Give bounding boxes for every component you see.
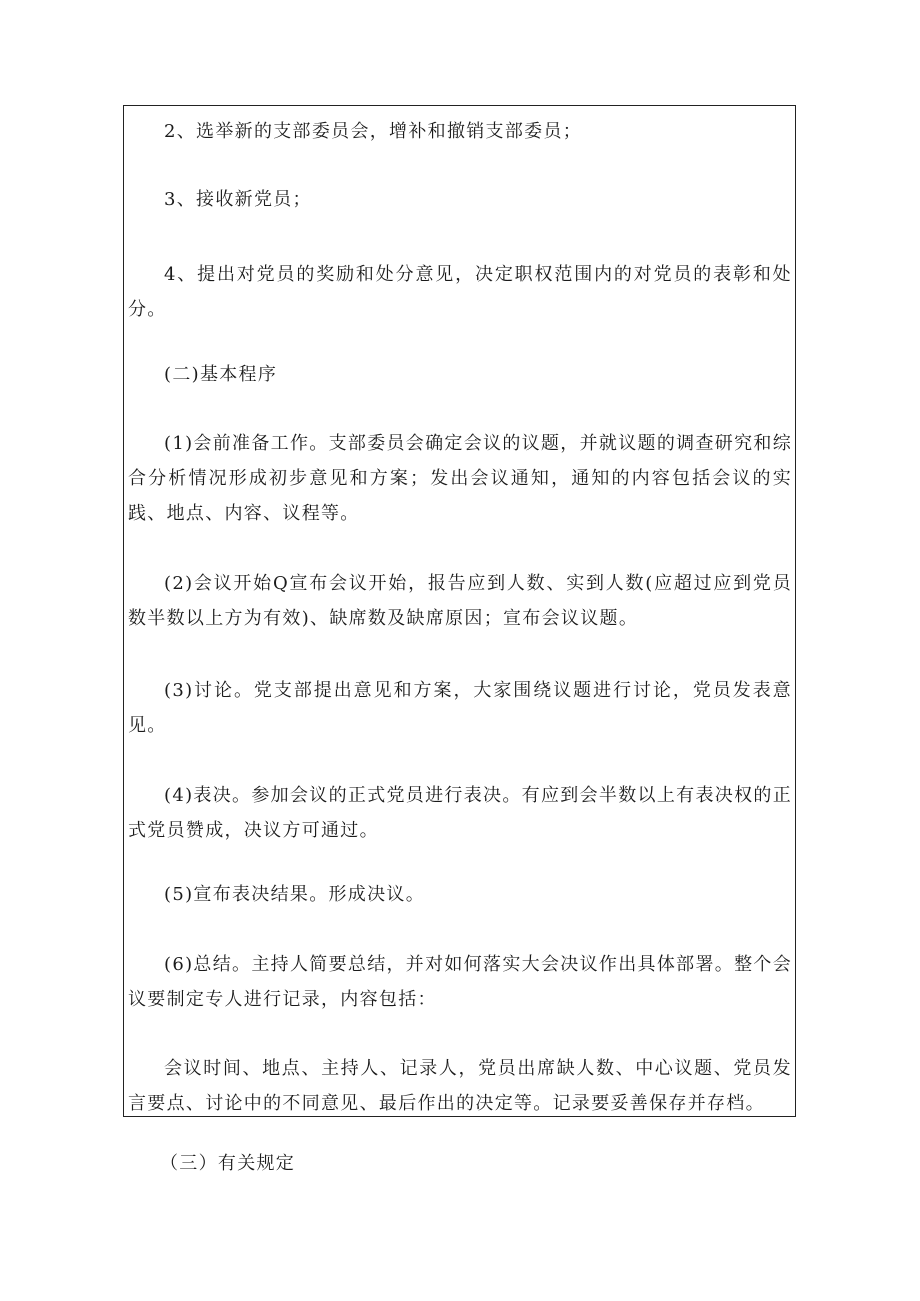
paragraph-step-3: (3)讨论。党支部提出意见和方案，大家围绕议题进行讨论，党员发表意见。 <box>128 680 792 736</box>
content-table-cell <box>123 105 796 1117</box>
paragraph-item-2: 2、选举新的支部委员会，增补和撤销支部委员； <box>164 121 583 142</box>
subheading-basic-procedure: (二)基本程序 <box>164 364 278 385</box>
paragraph-step-6: (6)总结。主持人简要总结，并对如何落实大会决议作出具体部署。整个会议要制定专人进行记录，内容包括： <box>128 954 792 1010</box>
paragraph-step-4: (4)表决。参加会议的正式党员进行表决。有应到会半数以上有表决权的正式党员赞成，决议方可通过。 <box>128 785 792 841</box>
paragraph-item-4: 4、提出对党员的奖励和处分意见，决定职权范围内的对党员的表彰和处分。 <box>128 264 792 320</box>
paragraph-step-1: (1)会前准备工作。支部委员会确定会议的议题，并就议题的调查研究和综合分析情况形成初步意见和方案；发出会议通知，通知的内容包括会议的实践、地点、内容、议程等。 <box>128 433 792 524</box>
paragraph-record-contents: 会议时间、地点、主持人、记录人，党员出席缺人数、中心议题、党员发言要点、讨论中的不同意见、最后作出的决定等。记录要妥善保存并存档。 <box>128 1058 792 1114</box>
section-heading-regulations: （三）有关规定 <box>160 1153 296 1174</box>
paragraph-step-5: (5)宣布表决结果。形成决议。 <box>164 884 425 905</box>
paragraph-item-3: 3、接收新党员； <box>164 189 312 210</box>
paragraph-step-2: (2)会议开始Q宣布会议开始，报告应到人数、实到人数(应超过应到党员数半数以上方为有效)、缺席数及缺席原因；宣布会议议题。 <box>128 573 792 629</box>
